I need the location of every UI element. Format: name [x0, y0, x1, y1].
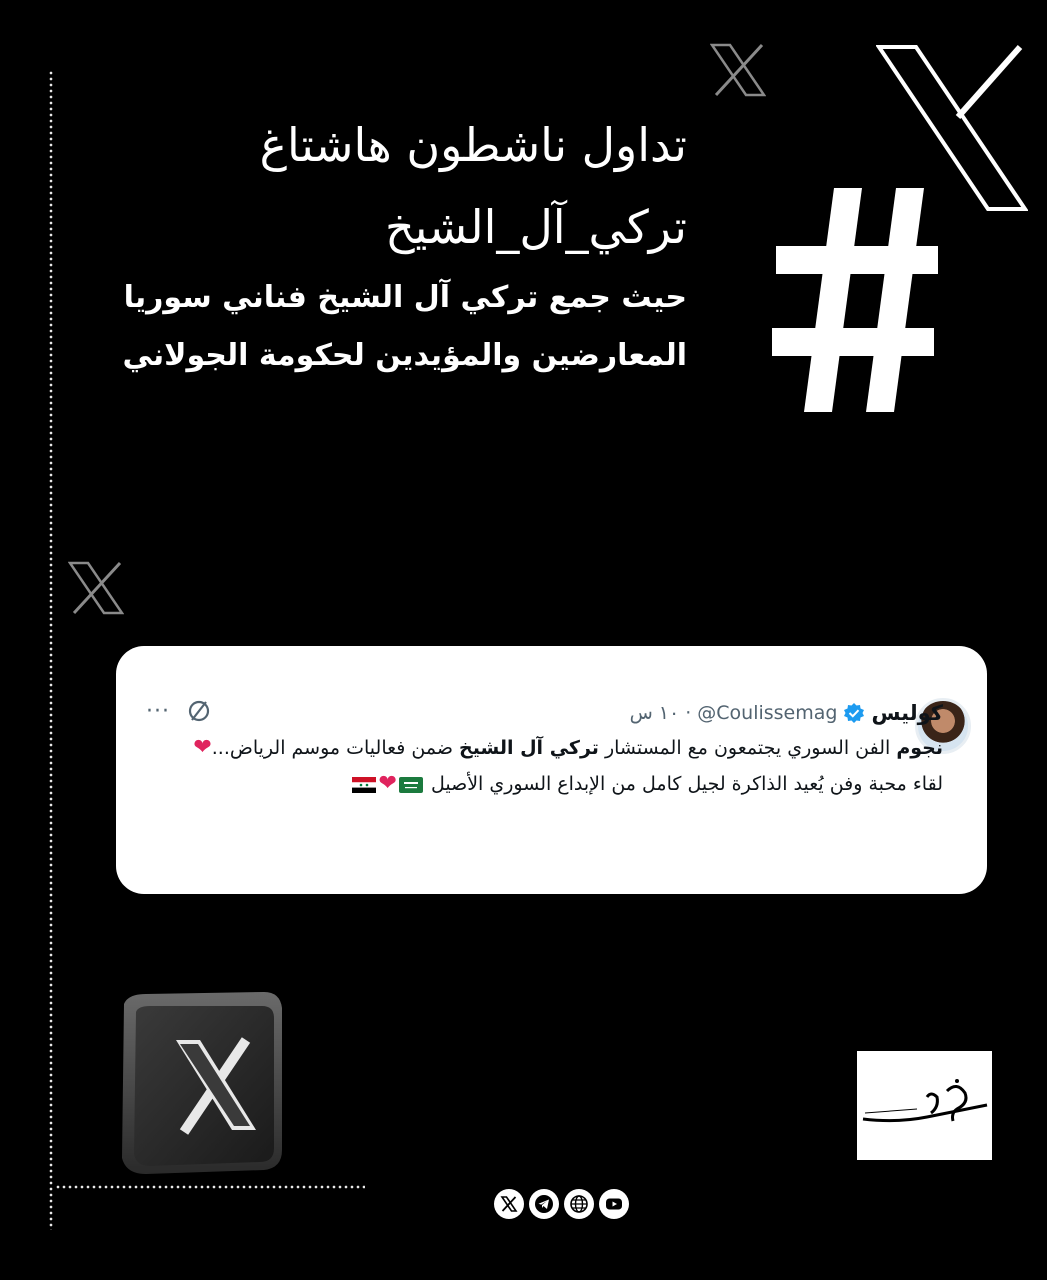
brand-logo — [857, 1051, 992, 1160]
syria-flag-icon — [352, 777, 376, 793]
x-logo-outline-small-icon — [710, 43, 766, 97]
tweet-header — [173, 698, 943, 728]
dotted-border-vertical — [49, 70, 53, 1230]
tweet-bold-stars: نجوم — [896, 737, 943, 759]
social-links — [494, 1189, 629, 1219]
tweet-text-part1: الفن السوري يجتمعون مع المستشار — [598, 737, 897, 759]
tweet-text — [173, 732, 943, 764]
x-icon[interactable] — [494, 1189, 524, 1219]
verified-badge-icon — [843, 702, 865, 724]
author-name[interactable]: كوليس — [871, 701, 943, 725]
youtube-icon[interactable] — [599, 1189, 629, 1219]
tweet-timestamp[interactable]: ١٠ س — [629, 702, 680, 724]
headline-line-4: المعارضين والمؤيدين لحكومة الجولاني — [122, 338, 687, 373]
more-options-icon[interactable]: ··· — [146, 698, 170, 724]
separator: · — [685, 702, 692, 724]
x-app-tile-icon — [106, 990, 284, 1176]
headline-line-1: تداول ناشطون هاشتاغ — [259, 118, 687, 172]
headline-line-3: حيث جمع تركي آل الشيخ فناني سوريا — [123, 280, 687, 315]
x-logo-outline-left-icon — [68, 561, 124, 615]
author-handle[interactable]: @Coulissemag — [697, 702, 838, 724]
tweet-body — [173, 698, 943, 800]
tweet-line2: لقاء محبة وفن يُعيد الذاكرة لجيل كامل من الإبداع السوري الأصيل — [430, 773, 943, 795]
tweet-card[interactable] — [116, 646, 987, 894]
headline-hashtag: تركي_آل_الشيخ — [384, 200, 687, 254]
dotted-border-horizontal — [55, 1185, 365, 1189]
tweet-bold-name: تركي آل الشيخ — [459, 737, 599, 759]
saudi-flag-icon — [399, 777, 423, 793]
hashtag-icon — [772, 180, 942, 420]
telegram-icon[interactable] — [529, 1189, 559, 1219]
tweet-text-part2: ضمن فعاليات موسم الرياض... — [211, 737, 460, 759]
heart-icon: ❤ — [193, 735, 212, 760]
heart-icon-2: ❤ — [378, 771, 397, 796]
globe-icon[interactable] — [564, 1189, 594, 1219]
brand-logo-icon — [857, 1051, 992, 1160]
tweet-text-line2 — [173, 768, 943, 800]
